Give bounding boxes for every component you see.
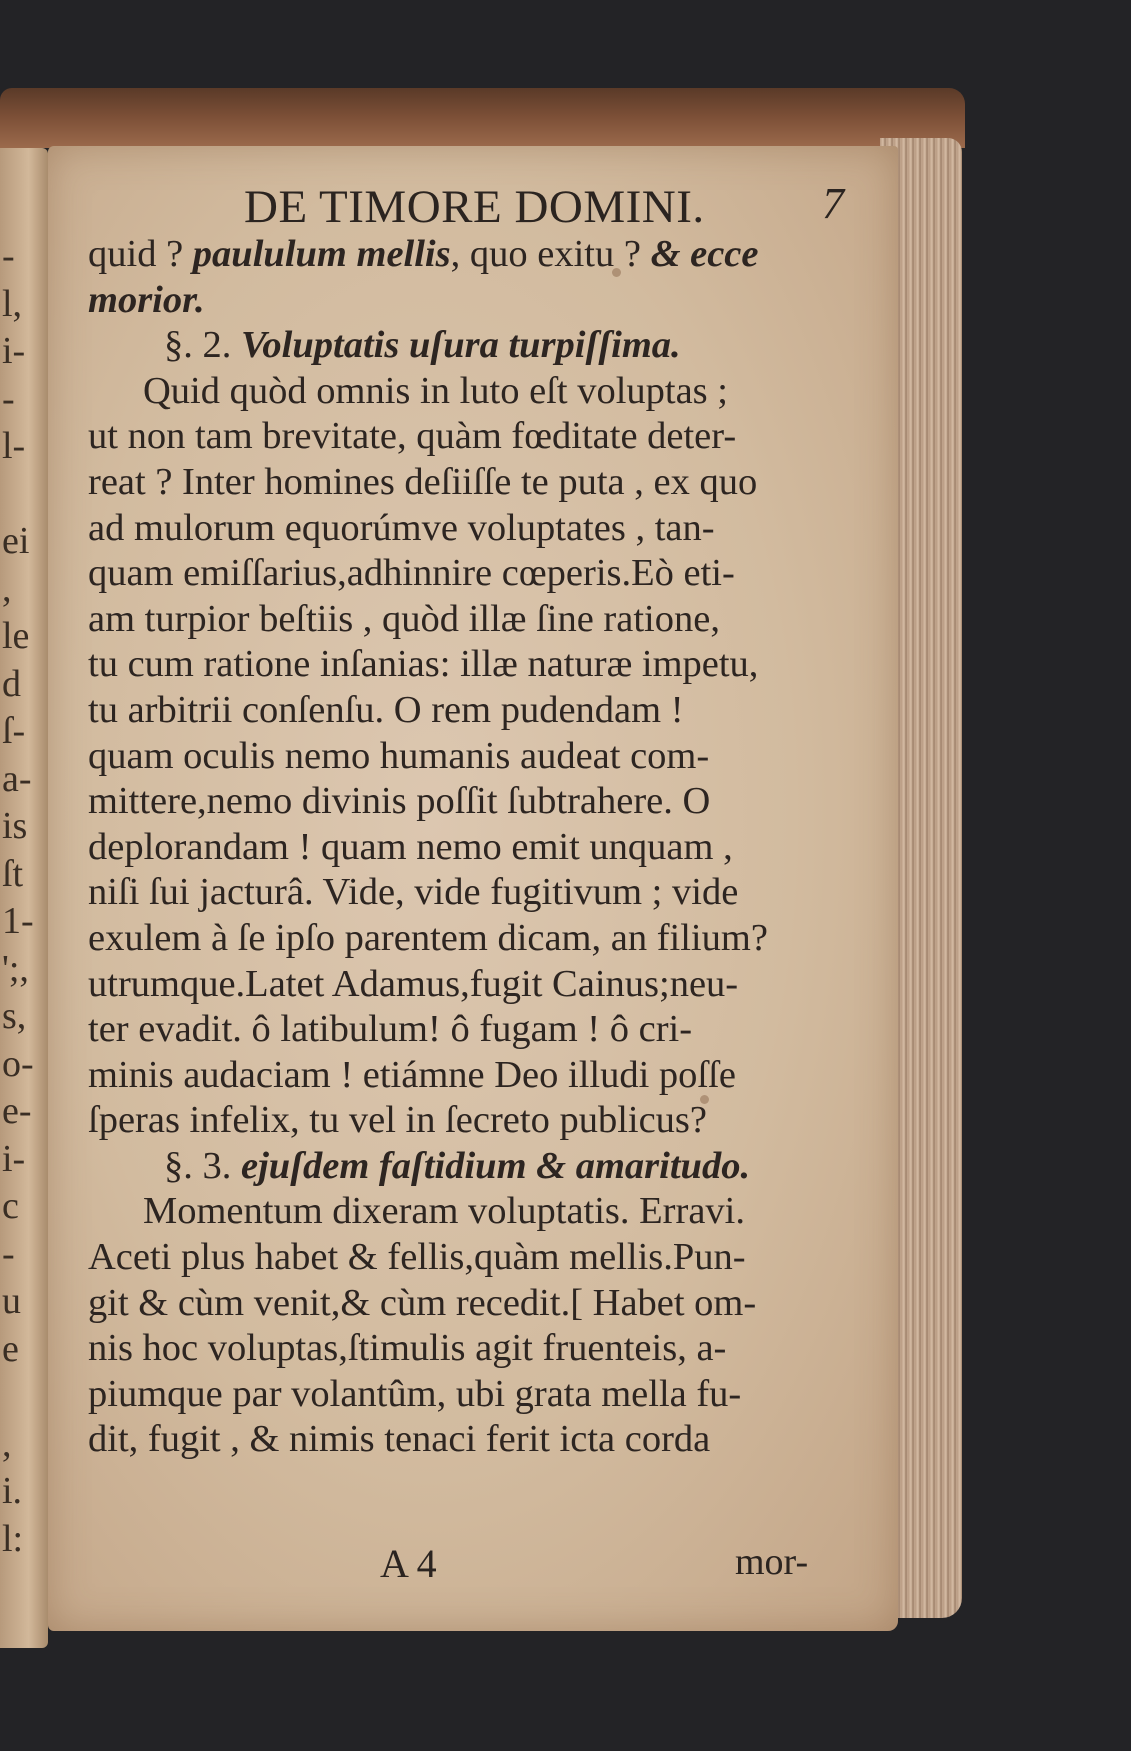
left-page-fragment: u bbox=[2, 1280, 21, 1322]
left-page-fragment: e- bbox=[2, 1090, 32, 1132]
left-page-fragment: le bbox=[2, 615, 30, 657]
text-line bbox=[88, 734, 848, 780]
roman-span: mittere,nemo divinis poſſit ſubtrahere. O bbox=[88, 780, 711, 823]
roman-span: ſperas infelix, tu vel in ſecreto publicus? bbox=[88, 1099, 708, 1142]
italic-span: paululum mellis bbox=[192, 233, 451, 275]
text-line bbox=[88, 1417, 848, 1463]
book-spine-top bbox=[0, 88, 965, 148]
text-line bbox=[88, 870, 848, 916]
roman-span: quid ? bbox=[88, 233, 193, 275]
left-page-fragment: - bbox=[2, 235, 15, 277]
text-line bbox=[88, 1007, 848, 1053]
text-line bbox=[88, 688, 848, 734]
roman-span: utrumque.Latet Adamus,fugit Cainus;neu- bbox=[88, 962, 739, 1005]
roman-span: Quid quòd omnis in luto eſt voluptas ; bbox=[143, 369, 728, 412]
roman-span: tu cum ratione inſanias: illæ naturæ impetu, bbox=[88, 643, 759, 686]
left-page-fragment: e bbox=[2, 1327, 19, 1370]
roman-span: dit, fugit , & nimis tenaci ferit icta corda bbox=[88, 1418, 711, 1461]
text-line bbox=[88, 779, 848, 825]
left-page-fragment: ei bbox=[2, 520, 30, 562]
text-line bbox=[88, 825, 848, 871]
text-line bbox=[88, 1053, 848, 1099]
left-page-margin bbox=[0, 148, 48, 1648]
page-number: 7 bbox=[822, 179, 844, 228]
roman-span: §. 2. bbox=[164, 324, 241, 367]
italic-span: & ecce bbox=[650, 233, 759, 275]
text-line bbox=[88, 232, 848, 278]
left-page-fragment: ';, bbox=[2, 947, 29, 990]
text-line bbox=[88, 962, 848, 1008]
text-line bbox=[88, 460, 848, 506]
text-line bbox=[88, 597, 848, 643]
left-page-fragment: d bbox=[2, 662, 21, 705]
left-page-fragment: a- bbox=[2, 757, 32, 800]
roman-span: quam emiſſarius,adhinnire cœperis.Eò eti- bbox=[88, 552, 735, 595]
roman-span: deplorandam ! quam nemo emit unquam , bbox=[88, 825, 733, 868]
text-line bbox=[88, 1098, 848, 1144]
roman-span: nis hoc voluptas,ſtimulis agit fruenteis, a- bbox=[88, 1327, 727, 1370]
text-line bbox=[88, 1189, 848, 1235]
roman-span: minis audaciam ! etiámne Deo illudi poſſe bbox=[88, 1053, 736, 1096]
text-line bbox=[88, 369, 848, 415]
roman-span: git & cùm venit,& cùm recedit.[ Habet om- bbox=[88, 1281, 757, 1324]
section-heading bbox=[88, 1144, 848, 1190]
left-page-fragment: l, bbox=[2, 282, 23, 325]
section-heading bbox=[88, 323, 848, 369]
text-line bbox=[88, 1372, 848, 1418]
left-page-fragment: ſ- bbox=[2, 710, 26, 752]
roman-span: niſi ſui jacturâ. Vide, vide fugitivum ; vide bbox=[88, 871, 739, 914]
roman-span: tu arbitrii conſenſu. O rem pudendam ! bbox=[88, 688, 684, 731]
left-page-fragment: - bbox=[2, 1232, 15, 1275]
text-line bbox=[88, 278, 848, 324]
foxing-spot bbox=[700, 1095, 709, 1104]
left-page-fragment: l: bbox=[2, 1517, 24, 1560]
text-line bbox=[88, 1326, 848, 1372]
left-page-fragment: - bbox=[2, 377, 15, 420]
roman-span: ad mulorum equorúmve voluptates , tan- bbox=[88, 506, 715, 549]
left-page-fragment: ſt bbox=[2, 852, 24, 895]
text-line bbox=[88, 916, 848, 962]
catchword: mor- bbox=[735, 1541, 809, 1583]
foxing-spot bbox=[612, 268, 621, 277]
left-page-fragment: i- bbox=[2, 1137, 26, 1180]
roman-span: Aceti plus habet & fellis,quàm mellis.Pun- bbox=[88, 1236, 746, 1279]
left-page-fragment: s, bbox=[2, 995, 27, 1037]
roman-span: ter evadit. ô latibulum! ô fugam ! ô cri- bbox=[88, 1008, 693, 1051]
left-page-fragment: i. bbox=[2, 1470, 23, 1512]
text-line bbox=[88, 1235, 848, 1281]
text-line bbox=[88, 414, 848, 460]
italic-span: Voluptatis uſura turpiſſima. bbox=[241, 324, 681, 367]
running-head: DE TIMORE DOMINI. bbox=[244, 181, 705, 233]
text-line bbox=[88, 551, 848, 597]
left-page-fragment: c bbox=[2, 1185, 19, 1227]
left-page-fragment: o- bbox=[2, 1042, 34, 1085]
roman-span: quam oculis nemo humanis audeat com- bbox=[88, 734, 710, 777]
left-page-fragment: , bbox=[2, 567, 12, 610]
roman-span: ut non tam brevitate, quàm fœditate deter- bbox=[88, 415, 737, 458]
left-page-fragment: is bbox=[2, 805, 28, 847]
left-page-fragment: , bbox=[2, 1422, 12, 1465]
roman-span: am turpior beſtiis , quòd illæ ſine ratione, bbox=[88, 597, 720, 640]
roman-span: piumque par volantûm, ubi grata mella fu- bbox=[88, 1372, 742, 1415]
left-page-fragment: 1- bbox=[2, 900, 34, 942]
roman-span: Momentum dixeram voluptatis. Erravi. bbox=[143, 1190, 745, 1233]
left-page-fragment: l- bbox=[2, 425, 26, 467]
text-line bbox=[88, 1281, 848, 1327]
signature-mark: A 4 bbox=[380, 1541, 437, 1586]
roman-span: reat ? Inter homines deſiiſſe te puta , ex quo bbox=[88, 460, 758, 503]
text-line bbox=[88, 642, 848, 688]
roman-span: exulem à ſe ipſo parentem dicam, an filium? bbox=[88, 916, 768, 959]
italic-span: morior. bbox=[88, 278, 205, 321]
text-block bbox=[88, 232, 848, 1463]
roman-span: §. 3. bbox=[164, 1144, 241, 1187]
roman-span: , quo exitu ? bbox=[450, 233, 651, 275]
text-line bbox=[88, 506, 848, 552]
italic-span: ejuſdem faſtidium & amaritudo. bbox=[241, 1144, 751, 1187]
left-page-fragment: i- bbox=[2, 330, 26, 372]
